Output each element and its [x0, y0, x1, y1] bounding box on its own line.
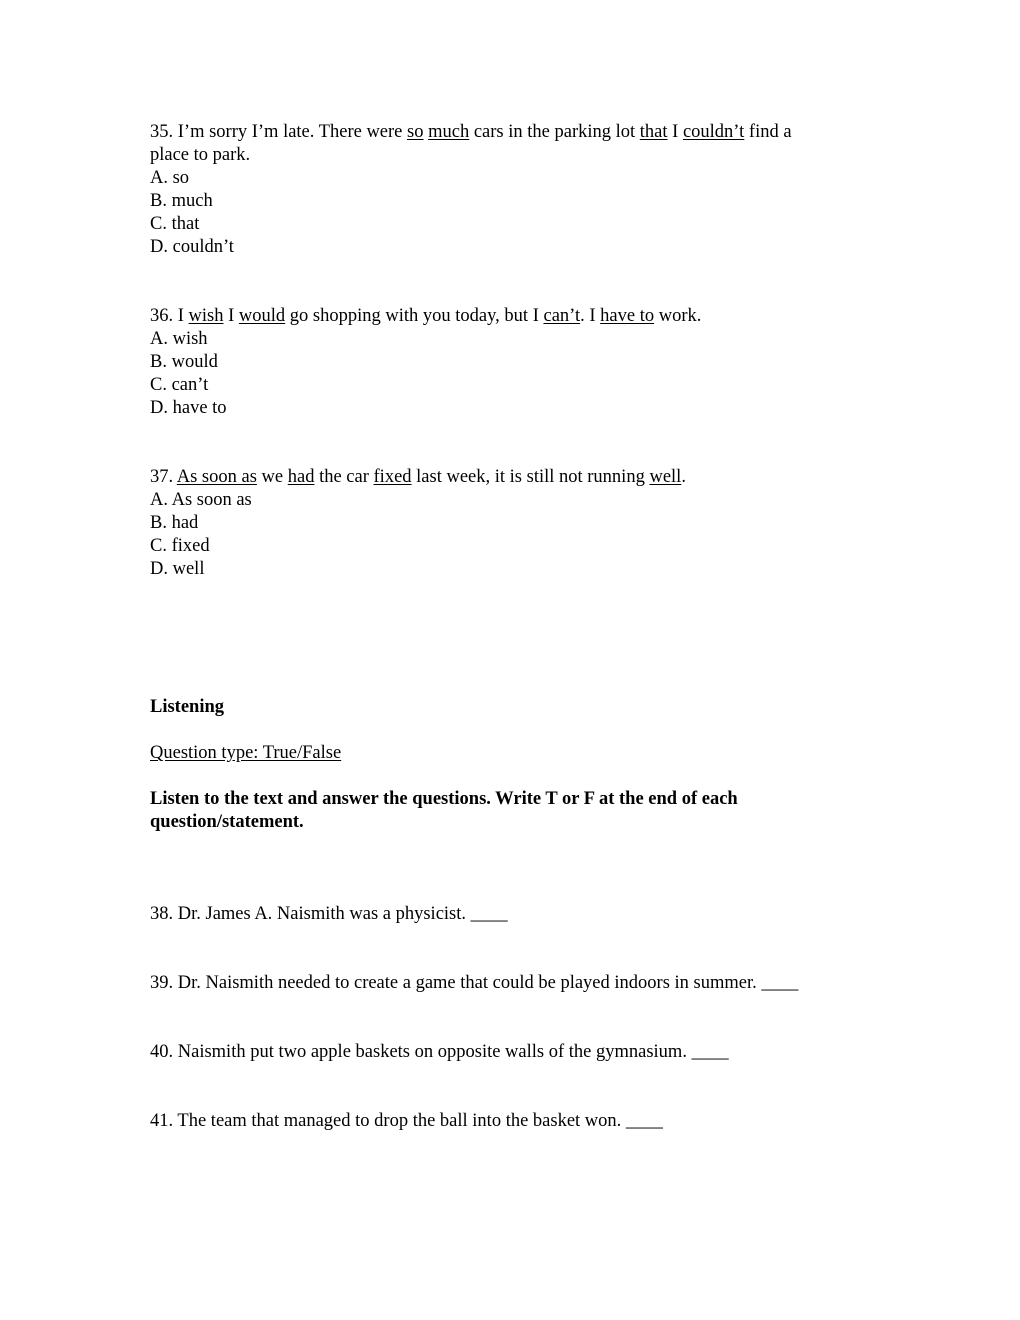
option-d: D. well	[150, 559, 205, 579]
option-a: A. As soon as	[150, 490, 252, 510]
question-36-stem	[150, 305, 870, 328]
underlined-segment: have to	[600, 306, 655, 326]
option-d: D. couldn’t	[150, 237, 234, 257]
underlined-segment: fixed	[373, 467, 412, 487]
instructions-line-2: question/statement.	[150, 812, 304, 832]
question-41: 41. The team that managed to drop the ball into the basket won. ____	[150, 1111, 663, 1131]
section-heading-listening: Listening	[150, 697, 225, 717]
stem-text: the car	[314, 467, 374, 487]
stem-text: find a	[744, 122, 792, 142]
option-a: A. wish	[150, 329, 208, 349]
underlined-segment: so	[407, 122, 424, 142]
underlined-segment: couldn’t	[682, 122, 745, 142]
option-c: C. can’t	[150, 375, 209, 395]
underlined-segment: would	[238, 306, 286, 326]
stem-text: I	[667, 122, 683, 142]
question-type-label: Question type: True/False	[150, 743, 342, 763]
question-number: 37.	[150, 467, 174, 487]
underlined-segment: that	[639, 122, 668, 142]
listening-instructions	[150, 788, 870, 834]
underlined-segment: As soon as	[176, 467, 257, 487]
question-36	[150, 305, 870, 420]
stem-text: work.	[654, 306, 702, 326]
stem-text: I	[173, 306, 189, 326]
option-c: C. that	[150, 214, 200, 234]
underlined-segment: well	[649, 467, 682, 487]
stem-text: I’m sorry I’m late. There were	[173, 122, 408, 142]
option-b: B. would	[150, 352, 218, 372]
question-39: 39. Dr. Naismith needed to create a game that could be played indoors in summer. ____	[150, 973, 799, 993]
underlined-segment: can’t	[543, 306, 581, 326]
option-a: A. so	[150, 168, 190, 188]
stem-text: go shopping with you today, but I	[285, 306, 544, 326]
question-37	[150, 466, 870, 581]
stem-text: we	[256, 467, 288, 487]
stem-text: last week, it is still not running	[411, 467, 650, 487]
stem-text: . I	[580, 306, 601, 326]
option-b: B. much	[150, 191, 213, 211]
option-b: B. had	[150, 513, 199, 533]
question-35	[150, 121, 870, 259]
instructions-line-1: Listen to the text and answer the questions. Write T or F at the end of each	[150, 789, 738, 809]
option-d: D. have to	[150, 398, 227, 418]
stem-text: I	[223, 306, 239, 326]
question-number: 35.	[150, 122, 174, 142]
question-35-stem-continued: place to park.	[150, 145, 251, 165]
question-40: 40. Naismith put two apple baskets on opposite walls of the gymnasium. ____	[150, 1042, 729, 1062]
underlined-segment: much	[428, 122, 470, 142]
question-38: 38. Dr. James A. Naismith was a physicist. ____	[150, 904, 508, 924]
underlined-segment: had	[287, 467, 315, 487]
option-c: C. fixed	[150, 536, 210, 556]
question-number: 36.	[150, 306, 174, 326]
stem-text: cars in the parking lot	[469, 122, 640, 142]
underlined-segment: wish	[188, 306, 224, 326]
question-35-stem	[150, 121, 870, 144]
question-37-stem	[150, 466, 870, 489]
stem-text: .	[681, 467, 686, 487]
